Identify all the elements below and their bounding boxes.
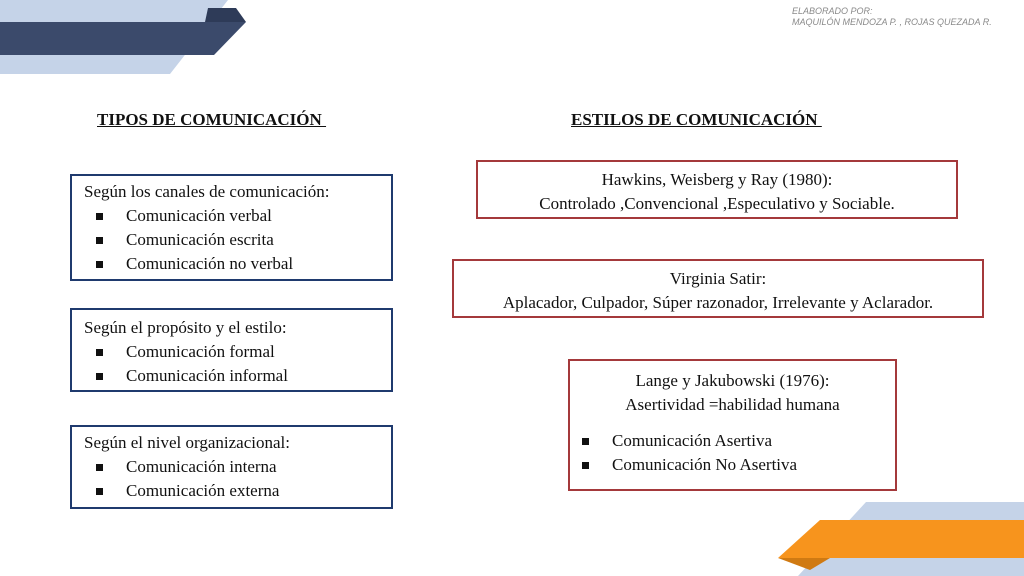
square-bullet-icon [96, 464, 103, 471]
list-item-label: Comunicación Asertiva [612, 431, 773, 450]
list-item [570, 453, 895, 477]
list-item [84, 204, 391, 228]
lange-list [570, 429, 895, 477]
top-left-decoration [0, 0, 250, 80]
channels-title: Según los canales de comunicación: [84, 182, 330, 201]
list-item-label: Comunicación externa [126, 481, 280, 500]
square-bullet-icon [96, 237, 103, 244]
list-item [84, 479, 391, 503]
list-item-label: Comunicación verbal [126, 206, 272, 225]
lange-box [568, 359, 897, 491]
list-item [570, 429, 895, 453]
list-item [84, 228, 391, 252]
square-bullet-icon [96, 488, 103, 495]
lange-author: Lange y Jakubowski (1976): [635, 371, 830, 390]
square-bullet-icon [582, 438, 589, 445]
credit-label: ELABORADO POR: [792, 6, 873, 16]
hawkins-styles: Controlado ,Convencional ,Especulativo y Sociable. [539, 194, 895, 213]
list-item [84, 455, 391, 479]
hawkins-box [476, 160, 958, 219]
satir-styles: Aplacador, Culpador, Súper razonador, Irrelevante y Aclarador. [502, 293, 934, 312]
square-bullet-icon [96, 261, 103, 268]
purpose-title: Según el propósito y el estilo: [84, 318, 287, 337]
list-item-label: Comunicación escrita [126, 230, 274, 249]
square-bullet-icon [582, 462, 589, 469]
channels-box [70, 174, 393, 281]
organizational-title: Según el nivel organizacional: [84, 433, 290, 452]
list-item-label: Comunicación interna [126, 457, 277, 476]
purpose-box [70, 308, 393, 392]
channels-list [84, 204, 391, 276]
credit-names: MAQUILÓN MENDOZA P. , ROJAS QUEZADA R. [792, 17, 992, 27]
list-item [84, 340, 391, 364]
styles-heading: ESTILOS DE COMUNICACIÓN [571, 110, 822, 129]
list-item [84, 252, 391, 276]
satir-box [452, 259, 984, 318]
list-item-label: Comunicación No Asertiva [612, 455, 798, 474]
list-item-label: Comunicación no verbal [126, 254, 294, 273]
list-item-label: Comunicación formal [126, 342, 275, 361]
bottom-right-decoration [770, 496, 1024, 576]
square-bullet-icon [96, 373, 103, 380]
organizational-list [84, 455, 391, 503]
hawkins-author: Hawkins, Weisberg y Ray (1980): [601, 170, 833, 189]
list-item-label: Comunicación informal [126, 366, 288, 385]
list-item [84, 364, 391, 388]
square-bullet-icon [96, 349, 103, 356]
square-bullet-icon [96, 213, 103, 220]
lange-definition: Asertividad =habilidad humana [625, 395, 840, 414]
purpose-list [84, 340, 391, 388]
types-heading: TIPOS DE COMUNICACIÓN [97, 110, 327, 129]
satir-author: Virginia Satir: [669, 269, 767, 288]
author-credit [792, 6, 992, 28]
organizational-box [70, 425, 393, 509]
